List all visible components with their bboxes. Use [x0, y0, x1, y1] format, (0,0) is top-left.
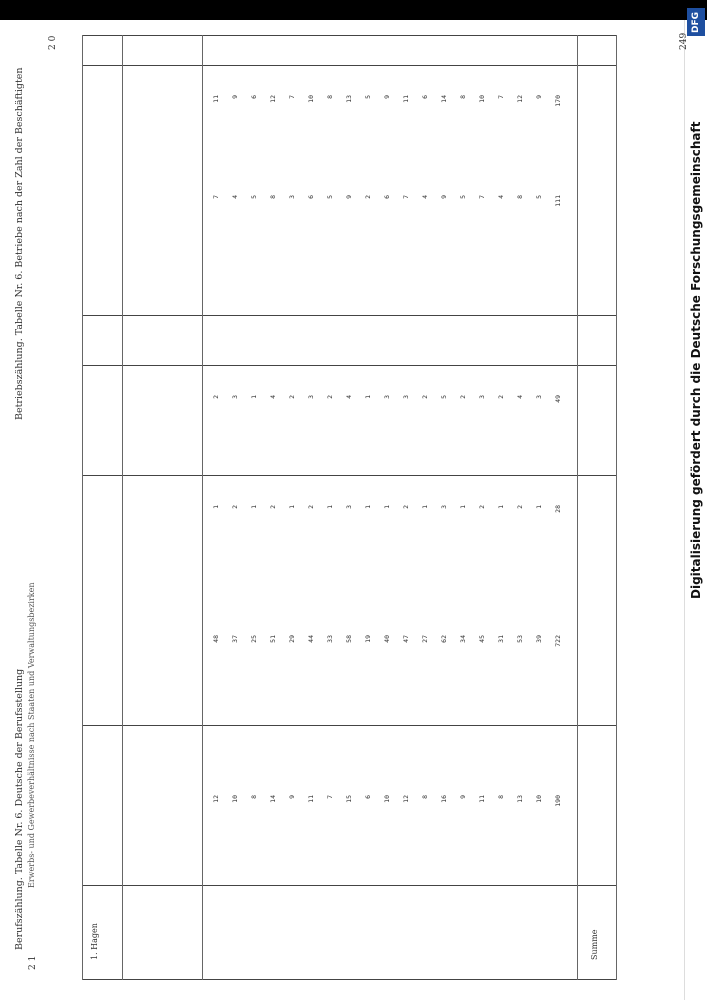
table-cell: 1: [212, 505, 220, 509]
table-cell: 15: [345, 795, 353, 803]
table-cell: 2: [421, 395, 429, 399]
table-cell: 25: [250, 635, 258, 643]
table-cell: 2: [516, 505, 524, 509]
table-cell: 1: [535, 505, 543, 509]
table-cell: 8: [326, 95, 334, 99]
table-cell: 2: [288, 395, 296, 399]
table-cell: 8: [421, 795, 429, 799]
table-cell: 40: [383, 635, 391, 643]
table-cell: 2: [212, 395, 220, 399]
table-cell: 10: [535, 795, 543, 803]
table-cell: 11: [402, 95, 410, 103]
dfg-logo: DFG: [687, 8, 705, 36]
table-cell: 8: [250, 795, 258, 799]
table-cell: 4: [421, 195, 429, 199]
table-cell: 37: [231, 635, 239, 643]
page-number-left: 2 1: [28, 955, 38, 970]
table-cell: 12: [269, 95, 277, 103]
table-cell: 170: [554, 95, 562, 107]
table-cell: 2: [364, 195, 372, 199]
table-cell: 1: [497, 505, 505, 509]
table-cell: 8: [269, 195, 277, 199]
table-cell: 13: [345, 95, 353, 103]
table-cell: 49: [554, 395, 562, 403]
table-cell: 7: [478, 195, 486, 199]
table-cell: 8: [516, 195, 524, 199]
table-cell: 3: [402, 395, 410, 399]
table-cell: 45: [478, 635, 486, 643]
table-cell: 1: [288, 505, 296, 509]
table-cell: 5: [535, 195, 543, 199]
table-cell: 16: [440, 795, 448, 803]
table-cell: 9: [231, 95, 239, 99]
statistics-table: [82, 35, 617, 980]
table-cell: 10: [307, 95, 315, 103]
table-cell: 1: [364, 505, 372, 509]
table-cell: 3: [288, 195, 296, 199]
table-cell: 4: [516, 395, 524, 399]
table-body: [82, 35, 617, 980]
table-cell: 7: [402, 195, 410, 199]
table-cell: 27: [421, 635, 429, 643]
table-cell: 1: [421, 505, 429, 509]
table-cell: 28: [554, 505, 562, 513]
table-cell: 9: [535, 95, 543, 99]
table-cell: 1: [326, 505, 334, 509]
table-cell: 9: [345, 195, 353, 199]
first-row-label: 1. Hagen: [90, 923, 99, 960]
table-cell: 19: [364, 635, 372, 643]
table-cell: 62: [440, 635, 448, 643]
table-cell: 11: [478, 795, 486, 803]
table-cell: 2: [402, 505, 410, 509]
table-cell: 4: [497, 195, 505, 199]
table-cell: 31: [497, 635, 505, 643]
credit-text: Digitalisierung gefördert durch die Deutsche Forschungsgemeinschaft: [689, 121, 703, 599]
table-cell: 29: [288, 635, 296, 643]
table-cell: 7: [212, 195, 220, 199]
table-cell: 6: [383, 195, 391, 199]
table-cell: 2: [269, 505, 277, 509]
table-cell: 10: [231, 795, 239, 803]
table-cell: 3: [383, 395, 391, 399]
page-number-right: 2 0: [48, 35, 58, 50]
table-cell: 3: [478, 395, 486, 399]
table-cell: 3: [535, 395, 543, 399]
table-cell: 51: [269, 635, 277, 643]
table-cell: 3: [307, 395, 315, 399]
table-cell: 47: [402, 635, 410, 643]
table-cell: 12: [402, 795, 410, 803]
table-cell: 9: [288, 795, 296, 799]
table-cell: 5: [250, 195, 258, 199]
table-cell: 39: [535, 635, 543, 643]
left-page-title: Berufszählung. Tabelle Nr. 6. Deutsche der Berufsstellung: [14, 668, 25, 950]
table-cell: 4: [345, 395, 353, 399]
table-cell: 2: [307, 505, 315, 509]
table-cell: 1: [250, 505, 258, 509]
table-cell: 2: [326, 395, 334, 399]
table-cell: 6: [364, 795, 372, 799]
right-page-title: Betriebszählung. Tabelle Nr. 6. Betriebe nach der Zahl der Beschäftigten: [14, 67, 25, 420]
table-cell: 2: [231, 505, 239, 509]
table-cell: 3: [345, 505, 353, 509]
table-cell: 1: [364, 395, 372, 399]
table-subtitle: Erwerbs- und Gewerbeverhältnisse nach Staaten und Verwaltungsbezirken: [27, 582, 36, 888]
table-cell: 10: [383, 795, 391, 803]
table-cell: 3: [231, 395, 239, 399]
table-cell: 11: [212, 95, 220, 103]
table-cell: 2: [497, 395, 505, 399]
table-cell: 190: [554, 795, 562, 807]
table-cell: 9: [440, 195, 448, 199]
table-cell: 4: [269, 395, 277, 399]
table-cell: 5: [440, 395, 448, 399]
table-cell: 722: [554, 635, 562, 647]
table-cell: 10: [478, 95, 486, 103]
table-cell: 33: [326, 635, 334, 643]
table-cell: 7: [288, 95, 296, 99]
page-number: 249: [679, 32, 689, 50]
table-cell: 5: [364, 95, 372, 99]
table-cell: 3: [440, 505, 448, 509]
table-cell: 1: [459, 505, 467, 509]
table-cell: 58: [345, 635, 353, 643]
table-cell: 7: [326, 795, 334, 799]
table-cell: 2: [459, 395, 467, 399]
table-cell: 1: [383, 505, 391, 509]
table-cell: 12: [516, 95, 524, 103]
table-cell: 53: [516, 635, 524, 643]
table-cell: 34: [459, 635, 467, 643]
table-cell: 9: [459, 795, 467, 799]
table-cell: 6: [307, 195, 315, 199]
table-cell: 2: [478, 505, 486, 509]
table-cell: 4: [231, 195, 239, 199]
table-cell: 12: [212, 795, 220, 803]
table-cell: 6: [250, 95, 258, 99]
top-black-bar: [0, 0, 707, 20]
table-cell: 1: [250, 395, 258, 399]
table-cell: 14: [440, 95, 448, 103]
table-cell: 8: [497, 795, 505, 799]
table-cell: 5: [326, 195, 334, 199]
table-cell: 13: [516, 795, 524, 803]
table-cell: 7: [497, 95, 505, 99]
table-cell: 48: [212, 635, 220, 643]
table-cell: 111: [554, 195, 562, 207]
table-cell: 8: [459, 95, 467, 99]
table-cell: 6: [421, 95, 429, 99]
table-cell: 5: [459, 195, 467, 199]
sum-row-label: Summe: [590, 929, 599, 960]
table-cell: 9: [383, 95, 391, 99]
table-cell: 14: [269, 795, 277, 803]
table-cell: 11: [307, 795, 315, 803]
table-cell: 44: [307, 635, 315, 643]
